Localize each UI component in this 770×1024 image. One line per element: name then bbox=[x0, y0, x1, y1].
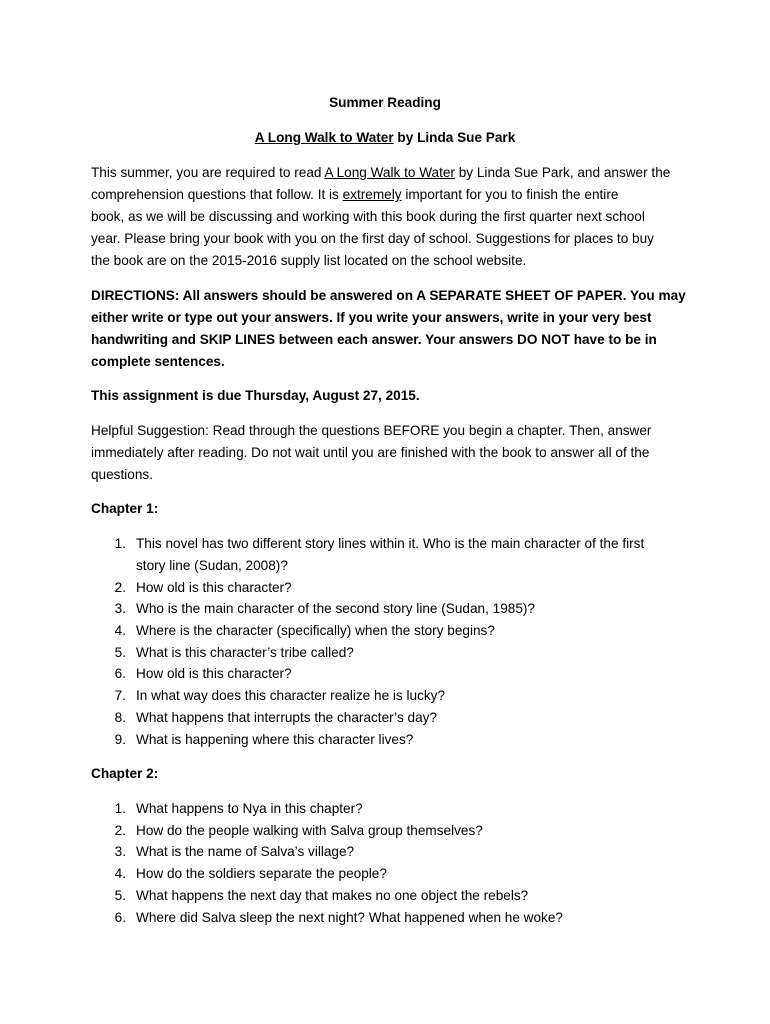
question-number: 1. bbox=[114, 536, 126, 551]
directions-line: handwriting and SKIP LINES between each answer. Your answers DO NOT have to be in bbox=[91, 332, 657, 347]
question-number: 7. bbox=[114, 688, 126, 703]
intro-text: This summer, you are required to read bbox=[91, 165, 325, 180]
question-number: 3. bbox=[114, 601, 126, 616]
question-text: What is the name of Salva’s village? bbox=[136, 844, 355, 859]
question-number: 5. bbox=[114, 645, 126, 660]
question-number: 2. bbox=[114, 580, 126, 595]
question-text: story line (Sudan, 2008)? bbox=[136, 558, 288, 573]
directions-line: complete sentences. bbox=[91, 354, 225, 369]
question-number: 1. bbox=[114, 801, 126, 816]
question-text: How old is this character? bbox=[136, 580, 292, 595]
question-text: What happens the next day that makes no one object the rebels? bbox=[136, 888, 529, 903]
question-text: Where is the character (specifically) when the story begins? bbox=[136, 623, 495, 638]
question-number: 3. bbox=[114, 844, 126, 859]
question-text: This novel has two different story lines within it. Who is the main character of the first bbox=[136, 536, 645, 551]
question-text: Where did Salva sleep the next night? What happened when he woke? bbox=[136, 910, 563, 925]
directions-line: either write or type out your answers. If you write your answers, write in your very best bbox=[91, 310, 652, 325]
intro-line-2 bbox=[91, 186, 618, 204]
question-text: What happens to Nya in this chapter? bbox=[136, 801, 363, 816]
intro-line-3: book, as we will be discussing and working with this book during the first quarter next school bbox=[91, 209, 645, 224]
question-number: 4. bbox=[114, 866, 126, 881]
due-date: This assignment is due Thursday, August 27, 2015. bbox=[91, 388, 420, 403]
question-text: How do the soldiers separate the people? bbox=[136, 866, 387, 881]
suggestion-line: Helpful Suggestion: Read through the questions BEFORE you begin a chapter. Then, answer bbox=[91, 423, 652, 438]
question-text: Who is the main character of the second story line (Sudan, 1985)? bbox=[136, 601, 535, 616]
question-number: 9. bbox=[114, 732, 126, 747]
question-text: What happens that interrupts the character’s day? bbox=[136, 710, 438, 725]
question-number: 5. bbox=[114, 888, 126, 903]
subtitle-author: by Linda Sue Park bbox=[393, 130, 516, 145]
intro-emphasis: extremely bbox=[342, 187, 402, 202]
directions-line: DIRECTIONS: All answers should be answered on A SEPARATE SHEET OF PAPER. You may bbox=[91, 288, 686, 303]
book-subtitle bbox=[0, 129, 770, 147]
suggestion-line: questions. bbox=[91, 467, 153, 482]
intro-text: important for you to finish the entire bbox=[401, 187, 619, 202]
chapter-2-heading: Chapter 2: bbox=[91, 766, 159, 781]
intro-line-4: year. Please bring your book with you on the first day of school. Suggestions for places to buy bbox=[91, 231, 654, 246]
intro-line-1 bbox=[91, 164, 670, 182]
question-text: How do the people walking with Salva group themselves? bbox=[136, 823, 483, 838]
question-text: How old is this character? bbox=[136, 666, 292, 681]
question-number: 6. bbox=[114, 910, 126, 925]
question-number: 8. bbox=[114, 710, 126, 725]
page-title: Summer Reading bbox=[329, 95, 441, 110]
question-text: In what way does this character realize he is lucky? bbox=[136, 688, 446, 703]
question-text: What is happening where this character lives? bbox=[136, 732, 414, 747]
subtitle-book-title: A Long Walk to Water bbox=[254, 130, 394, 145]
question-number: 4. bbox=[114, 623, 126, 638]
question-number: 6. bbox=[114, 666, 126, 681]
suggestion-line: immediately after reading. Do not wait until you are finished with the book to answer all of the bbox=[91, 445, 650, 460]
intro-text: by Linda Sue Park, and answer the bbox=[454, 165, 671, 180]
intro-line-5: the book are on the 2015-2016 supply list located on the school website. bbox=[91, 253, 527, 268]
intro-book-title: A Long Walk to Water bbox=[324, 165, 455, 180]
question-number: 2. bbox=[114, 823, 126, 838]
question-text: What is this character’s tribe called? bbox=[136, 645, 354, 660]
intro-text: comprehension questions that follow. It is bbox=[91, 187, 343, 202]
chapter-1-heading: Chapter 1: bbox=[91, 501, 159, 516]
